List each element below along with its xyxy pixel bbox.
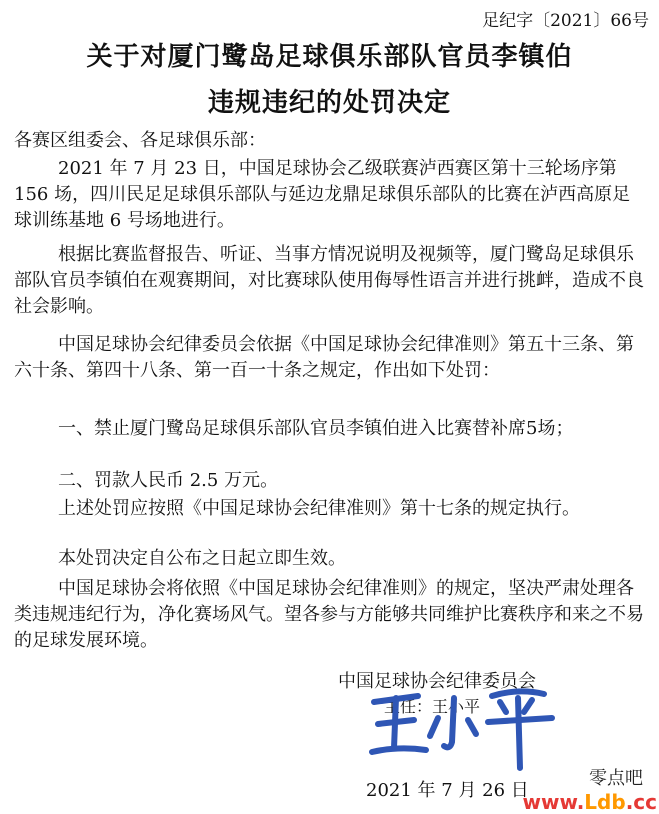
document-number: 足纪字〔2021〕66号: [482, 11, 649, 31]
watermark-site: [523, 790, 657, 814]
watermark-site-prefix: www.: [522, 790, 585, 814]
salutation: 各赛区组委会、各足球俱乐部：: [14, 130, 266, 151]
title-line-1: 关于对厦门鹭岛足球俱乐部队官员李镇伯: [86, 42, 573, 72]
signature-date: 2021 年 7 月 26 日: [366, 780, 529, 801]
penalty-item-2: 二、罚款人民币 2.5 万元。: [58, 470, 279, 491]
watermark-site-name: Ldb: [584, 790, 626, 814]
watermark: [523, 764, 657, 814]
signature-chair: 主任：王小平: [384, 697, 481, 716]
paragraph-findings: 根据比赛监督报告、听证、当事方情况说明及视频等，厦门鹭岛足球俱乐部队官员李镇伯在观赛期间，对比赛球队使用侮辱性语言并进行挑衅，造成不良社会影响。: [14, 244, 644, 317]
watermark-site-suffix: .cc: [625, 790, 657, 814]
paragraph-match-info: 2021 年 7 月 23 日，中国足球协会乙级联赛泸西赛区第十三轮场序第 156 场，四川民足足球俱乐部队与延边龙鼎足球俱乐部队的比赛在泸西高原足球训练基地 6 号场地进行。: [14, 158, 631, 231]
handwritten-signature: [368, 680, 568, 772]
signature-organization: 中国足球协会纪律委员会: [338, 671, 536, 692]
paragraph-basis: 中国足球协会纪律委员会依据《中国足球协会纪律准则》第五十三条、第六十条、第四十八条、第一百一十条之规定，作出如下处罚：: [14, 334, 634, 381]
paragraph-execution: 上述处罚应按照《中国足球协会纪律准则》第十七条的规定执行。: [58, 498, 580, 519]
title-line-2: 违规违纪的处罚决定: [207, 88, 451, 118]
watermark-label: 零点吧: [589, 768, 643, 789]
paragraph-effective: 本处罚决定自公布之日起立即生效。: [58, 548, 346, 569]
paragraph-closing: 中国足球协会将依照《中国足球协会纪律准则》的规定，坚决严肃处理各类违规违纪行为，净化赛场风气。望各参与方能够共同维护比赛秩序和来之不易的足球发展环境。: [14, 578, 644, 651]
penalty-item-1: 一、禁止厦门鹭岛足球俱乐部队官员李镇伯进入比赛替补席5场；: [58, 418, 574, 439]
